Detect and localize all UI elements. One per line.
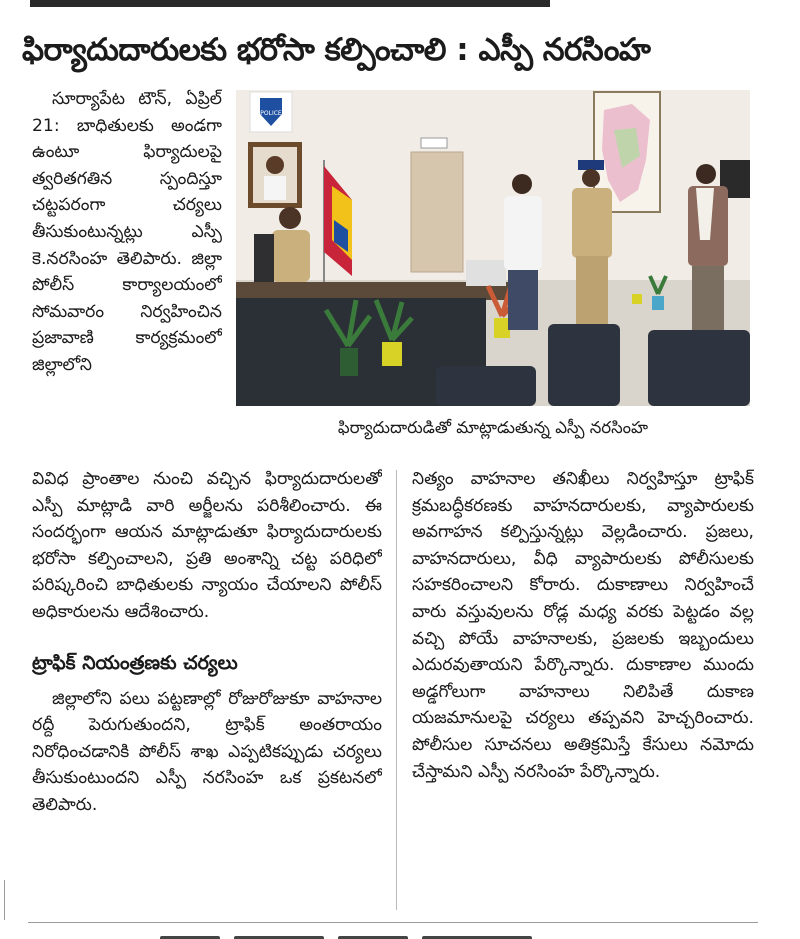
police-logo-text: POLICE <box>260 110 282 117</box>
news-photo <box>236 90 750 406</box>
column-divider <box>396 470 397 910</box>
article-headline: ఫిర్యాదుదారులకు భరోసా కల్పించాలి : ఎస్పీ నరసింహ <box>22 32 651 68</box>
left-paragraph-2: జిల్లాలోని పలు పట్టణాల్లో రోజురోజుకూ వాహనాల రద్దీ పెరుగుతుందని, ట్రాఫిక్ అంతరాయం నిరోధించడానికి పోలీస్ శాఖ ఎప్పటికప్పుడు చర్యలు తీసుకుంటుందని ఎస్పీ నరసింహ ఒక ప్రకటనలో తెలిపారు. <box>32 688 382 815</box>
bottom-rule <box>28 922 758 923</box>
right-paragraph: నిత్యం వాహనాల తనిఖీలు నిర్వహిస్తూ ట్రాఫిక్ క్రమబద్ధీకరణకు వాహనదారులకు, వ్యాపారులకు అవగాహన కల్పిస్తున్నట్లు వెల్లడించారు. ప్రజలు, వాహనదారులు, వీధి వ్యాపారులకు పోలీసులకు సహకరించాలని కోరారు. దుకాణాలు నిర్వహించే వారు వస్తువులను రోడ్ల మధ్య వరకు పెట్టడం వల్ల వచ్చి పోయే వాహనాలకు, ప్రజలకు ఇబ్బందులు ఎదురవుతాయని పేర్కొన్నారు. దుకాణాల ముందు అడ్డగోలుగా వాహనాలు నిలిపితే దుకాణ యజమానులపై చర్యలు తప్పవని హెచ్చరించారు. పోలీసుల సూచనలు అతిక్రమిస్తే కేసులు నమోదు చేస్తామని ఎస్పీ నరసింహ పేర్కొన్నారు. <box>412 469 754 782</box>
section-subheading: ట్రాఫిక్ నియంత్రణకు చర్యలు <box>32 651 238 674</box>
photo-caption: ఫిర్యాదుదారుడితో మాట్లాడుతున్న ఎస్పీ నరసింహ <box>337 418 649 437</box>
top-rule <box>30 0 550 7</box>
left-column <box>32 466 382 916</box>
cropped-next-headline <box>160 927 590 939</box>
intro-paragraph: సూర్యాపేట టౌన్, ఏప్రిల్ 21: బాధితులకు అండగా ఉంటూ ఫిర్యాదులపై త్వరితగతిన స్పందిస్తూ చట్టపరంగా చర్యలు తీసుకుంటున్నట్లు ఎస్పీ కె.నరసింహ తెలిపారు. జిల్లా పోలీస్ కార్యాలయంలో సోమవారం నిర్వహించిన ప్రజావాణి కార్యక్రమంలో జిల్లాలోని <box>32 89 222 375</box>
right-column <box>412 466 754 916</box>
page-edge-rule <box>4 880 5 920</box>
left-paragraph-1: వివిధ ప్రాంతాల నుంచి వచ్చిన ఫిర్యాదుదారులతో ఎస్పీ మాట్లాడి వారి అర్జీలను పరిశీలించారు. ఈ సందర్భంగా ఆయన మాట్లాడుతూ ఫిర్యాదుదారులకు భరోసా కల్పించాలని, ప్రతి అంశాన్ని చట్ట పరిధిలో పరిష్కరించి బాధితులకు న్యాయం చేయాలని పోలీస్ అధికారులను ఆదేశించారు. <box>32 469 382 622</box>
